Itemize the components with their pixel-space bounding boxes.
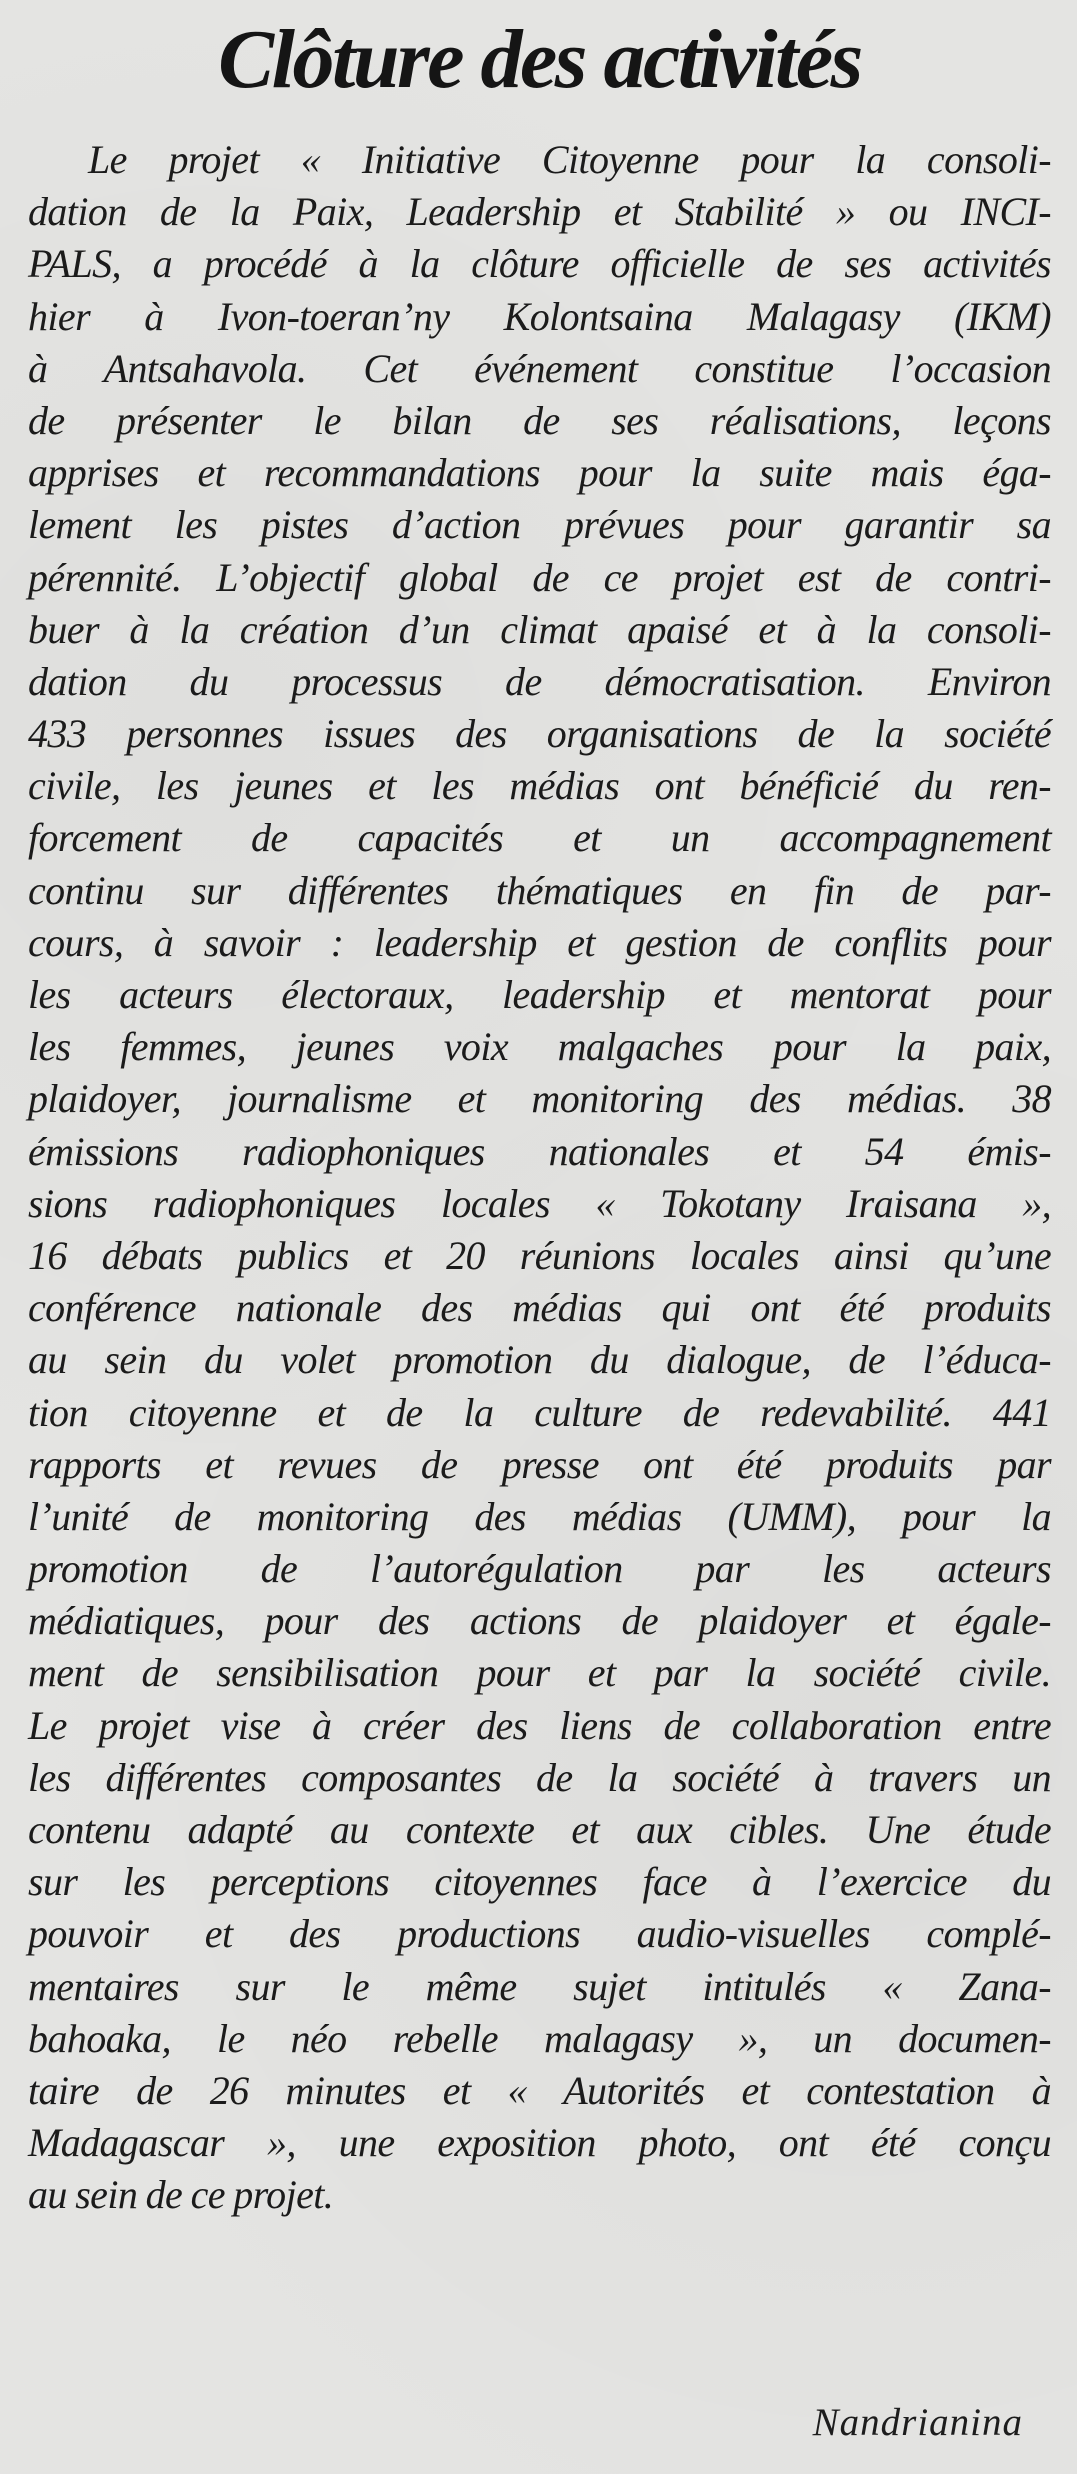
article-line: bahoaka, le néo rebelle malagasy », un documen-: [28, 2015, 1051, 2061]
article-line: Madagascar », une exposition photo, ont été conçu: [28, 2120, 1051, 2166]
article-line: hier à Ivon-toeran’ny Kolontsaina Malagasy (IKM): [28, 293, 1051, 339]
article-line: Le projet vise à créer des liens de collaboration entre: [28, 1702, 1051, 1748]
article-line: conférence nationale des médias qui ont été produits: [28, 1285, 1051, 1331]
article-line: PALS, a procédé à la clôture officielle de ses activités: [28, 241, 1051, 287]
article-line: forcement de capacités et un accompagnement: [28, 815, 1051, 861]
author-signature: Nandrianina: [812, 2401, 1023, 2444]
article-line: buer à la création d’un climat apaisé et à la consoli-: [28, 606, 1051, 652]
article-line: continu sur différentes thématiques en fin de par-: [28, 867, 1051, 913]
article-line: sions radiophoniques locales « Tokotany Iraisana »,: [28, 1180, 1051, 1226]
article-line: au sein du volet promotion du dialogue, de l’éduca-: [28, 1337, 1051, 1383]
article-line: cours, à savoir : leadership et gestion de conflits pour: [28, 919, 1051, 965]
article-headline: Clôture des activités: [218, 13, 861, 106]
article-line: dation du processus de démocratisation. Environ: [28, 658, 1051, 704]
article-line: au sein de ce projet.: [28, 2172, 334, 2218]
article-line: ment de sensibilisation pour et par la société civile.: [28, 1650, 1051, 1696]
article-line: les différentes composantes de la société à travers un: [28, 1754, 1051, 1800]
article-line: émissions radiophoniques nationales et 54 émis-: [28, 1128, 1051, 1174]
article-line: contenu adapté au contexte et aux cibles. Une étude: [28, 1807, 1051, 1852]
article-line: sur les perceptions citoyennes face à l’exercice du: [28, 1859, 1051, 1905]
article-line: mentaires sur le même sujet intitulés « Zana-: [28, 1963, 1051, 2009]
article-line: Le projet « Initiative Citoyenne pour la consoli-: [88, 137, 1051, 182]
article-line: à Antsahavola. Cet événement constitue l’occasion: [28, 345, 1051, 391]
article-line: pérennité. L’objectif global de ce projet est de contri-: [28, 554, 1051, 600]
article-line: de présenter le bilan de ses réalisations, leçons: [28, 397, 1051, 443]
article-line: promotion de l’autorégulation par les acteurs: [28, 1546, 1051, 1592]
article-line: l’unité de monitoring des médias (UMM), pour la: [28, 1493, 1051, 1539]
article-line: tion citoyenne et de la culture de redevabilité. 441: [28, 1389, 1051, 1435]
article-line: apprises et recommandations pour la suite mais éga-: [28, 450, 1051, 496]
article-line: les femmes, jeunes voix malgaches pour la paix,: [28, 1024, 1051, 1070]
article-body: [28, 134, 1051, 2222]
article-line: rapports et revues de presse ont été produits par: [28, 1441, 1051, 1487]
article-line: taire de 26 minutes et « Autorités et contestation à: [28, 2067, 1051, 2113]
article-line: les acteurs électoraux, leadership et mentorat pour: [28, 972, 1051, 1017]
article-line: dation de la Paix, Leadership et Stabilité » ou INCI-: [28, 189, 1051, 235]
article-line: pouvoir et des productions audio-visuelles complé-: [28, 1911, 1051, 1957]
article-line: lement les pistes d’action prévues pour garantir sa: [28, 502, 1051, 548]
article-line: civile, les jeunes et les médias ont bénéficié du ren-: [28, 763, 1051, 809]
article-line: 433 personnes issues des organisations de la société: [28, 711, 1051, 757]
article-line: 16 débats publics et 20 réunions locales ainsi qu’une: [28, 1232, 1051, 1278]
article-line: médiatiques, pour des actions de plaidoyer et égale-: [28, 1598, 1051, 1644]
article-line: plaidoyer, journalisme et monitoring des médias. 38: [28, 1076, 1051, 1122]
